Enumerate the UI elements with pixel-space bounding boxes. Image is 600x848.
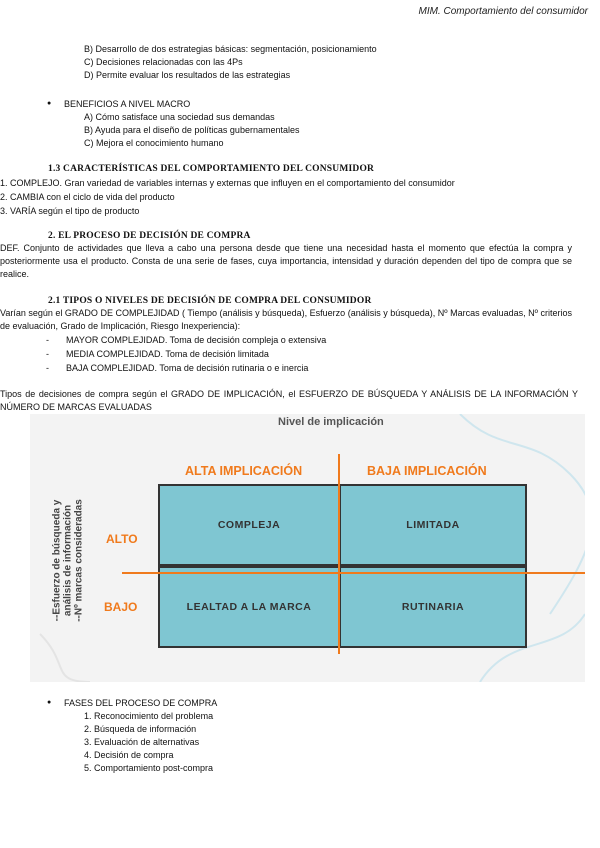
section-2-1-intro: Varían según el GRADO DE COMPLEJIDAD ( Tiempo (análisis y búsqueda), Esfuerzo (análisis y búsqueda), Nº Marcas evaluadas, Nº criterios de evaluación, Grado de Implicación, Riesgo Inexperiencia): [0, 308, 572, 331]
vertical-axis-line [338, 454, 340, 654]
list-item: C) Mejora el conocimiento humano [84, 138, 224, 148]
section-1-3-title: 1.3 CARACTERÍSTICAS DEL COMPORTAMIENTO DEL CONSUMIDOR [48, 164, 375, 174]
implication-matrix [30, 414, 585, 682]
list-item: 1. COMPLEJO. Gran variedad de variables internas y externas que influyen en el comportamiento del consumidor [0, 178, 455, 188]
list-item: 1. Reconocimiento del problema [84, 711, 214, 721]
horizontal-axis-line [122, 572, 585, 574]
side-label-line: análisis de información [62, 504, 74, 617]
list-item: 4. Decisión de compra [84, 750, 174, 760]
list-item: B) Desarrollo de dos estrategias básicas: segmentación, posicionamiento [84, 44, 377, 54]
list-item: D) Permite evaluar los resultados de las estrategias [84, 70, 291, 80]
side-label-line: --Nº marcas consideradas [73, 499, 85, 622]
list-item: B) Ayuda para el diseño de políticas gubernamentales [84, 125, 300, 135]
cell-compleja: COMPLEJA [160, 486, 338, 564]
section-2-1-title: 2.1 TIPOS O NIVELES DE DECISIÓN DE COMPRA DEL CONSUMIDOR [48, 296, 372, 306]
cell-rutinaria: RUTINARIA [341, 568, 525, 646]
list-item: - MAYOR COMPLEJIDAD. Toma de decisión compleja o extensiva [66, 334, 326, 346]
list-item: 2. CAMBIA con el ciclo de vida del producto [0, 192, 175, 202]
list-item: - BAJA COMPLEJIDAD. Toma de decisión rutinaria o e inercia [66, 362, 308, 374]
list-item: 3. VARÍA según el tipo de producto [0, 206, 140, 216]
definition-paragraph: DEF. Conjunto de actividades que lleva a cabo una persona desde que tiene una necesidad hasta el momento que efectúa la compra y posteriormente usa el producto. Consta de una serie de fases, cuya importancia, intensidad y duración dependen del tipo de compra que se realice. [0, 243, 572, 279]
macro-benefits-title: ● BENEFICIOS A NIVEL MACRO [64, 98, 190, 110]
page-header: MIM. Comportamiento del consumidor [418, 6, 588, 17]
side-label-line: --Esfuerzo de búsqueda y [51, 499, 63, 622]
matrix-caption: Tipos de decisiones de compra según el GRADO DE IMPLICACIÓN, el ESFUERZO DE BÚSQUEDA Y ANÁLISIS DE LA INFORMACIÓN Y NÚMERO DE MARCAS EVALUADAS [0, 389, 578, 412]
cell-lealtad: LEALTAD A LA MARCA [160, 568, 338, 646]
col-header-high: ALTA IMPLICACIÓN [185, 464, 303, 478]
cell-limitada: LIMITADA [341, 486, 525, 564]
list-item: 3. Evaluación de alternativas [84, 737, 200, 747]
row-header-low: BAJO [104, 600, 138, 614]
side-axis-label [52, 461, 85, 661]
section-2-title: 2. EL PROCESO DE DECISIÓN DE COMPRA [48, 231, 251, 241]
list-item: 2. Búsqueda de información [84, 724, 197, 734]
list-item: - MEDIA COMPLEJIDAD. Toma de decisión limitada [66, 348, 269, 360]
list-item: A) Cómo satisface una sociedad sus demandas [84, 112, 275, 122]
phases-title: ● FASES DEL PROCESO DE COMPRA [64, 697, 217, 709]
list-item: C) Decisiones relacionadas con las 4Ps [84, 57, 243, 67]
row-header-high: ALTO [106, 532, 138, 546]
list-item: 5. Comportamiento post-compra [84, 763, 214, 773]
top-axis-label: Nivel de implicación [278, 416, 384, 428]
col-header-low: BAJA IMPLICACIÓN [367, 464, 487, 478]
